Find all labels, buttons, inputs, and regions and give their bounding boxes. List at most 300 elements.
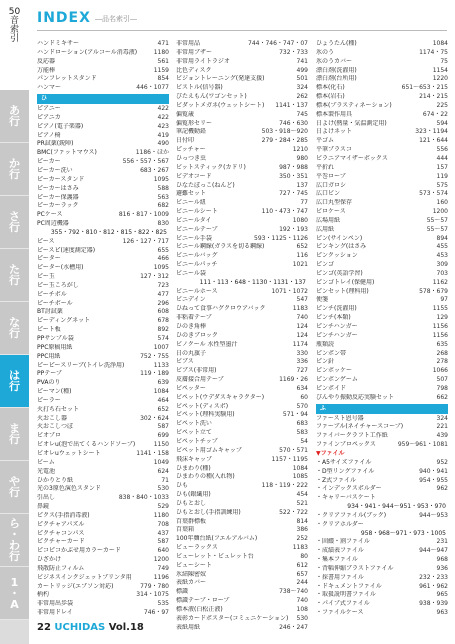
entry-pages — [167, 229, 169, 238]
section-header: ひ — [37, 94, 169, 104]
side-header-line: 音 — [9, 16, 19, 26]
index-entry — [176, 571, 308, 580]
index-entry — [316, 252, 448, 261]
index-entry — [316, 305, 448, 314]
entry-pages: 530 — [157, 485, 169, 493]
entry-pages: 944〜947 — [419, 547, 448, 555]
entry-name: PR試薬(鋭陣) — [37, 140, 74, 148]
entry-pages: 965 — [436, 591, 448, 599]
entry-name: PVAのり — [37, 379, 61, 387]
index-entry — [316, 385, 448, 394]
index-entry — [176, 367, 308, 376]
index-entry — [37, 229, 169, 238]
index-entry — [176, 208, 308, 217]
entry-name: ピアニー — [37, 105, 61, 113]
entry-pages: 137 — [296, 181, 308, 189]
entry-pages: 439 — [436, 432, 448, 440]
entry-pages: 639 — [157, 379, 169, 387]
entry-pages: 1183 — [292, 305, 308, 313]
entry-pages: 652 — [296, 243, 308, 251]
entry-name: 標本液(白松正液) — [176, 606, 223, 613]
entry-name: ひょうたん(種) — [316, 40, 357, 47]
entry-pages: 455 — [436, 243, 448, 251]
index-entry — [176, 288, 308, 297]
index-entry — [37, 450, 169, 459]
entry-pages: 574 — [157, 335, 169, 342]
index-entry — [37, 521, 169, 530]
entry-name: ビーム — [37, 458, 55, 466]
index-entry — [316, 146, 448, 155]
entry-pages: 556・557・567 — [122, 158, 169, 166]
index-entry — [316, 199, 448, 208]
index-entry — [176, 261, 308, 270]
entry-pages: 962 — [436, 485, 448, 493]
entry-pages: 279・284・285 — [261, 137, 308, 145]
index-entry — [316, 547, 448, 556]
index-entry — [37, 140, 169, 149]
entry-pages: 936 — [436, 564, 448, 572]
entry-pages: 952 — [436, 458, 448, 466]
index-entry — [316, 128, 448, 137]
entry-pages: 980 — [296, 154, 308, 162]
index-entry — [316, 415, 448, 424]
entry-name: ビブス — [176, 358, 194, 366]
entry-pages: 640 — [157, 547, 169, 555]
index-entry — [316, 323, 448, 332]
entry-name: 日の丸旗子 — [176, 349, 207, 357]
index-entry — [316, 432, 448, 441]
entry-pages: 80 — [300, 552, 308, 560]
entry-name: 万能棒 — [37, 66, 56, 74]
entry-name: PPC原稿用紙 — [37, 343, 73, 351]
entry-pages: 419 — [157, 131, 169, 139]
entry-pages: 968 — [436, 556, 448, 564]
index-entry — [316, 600, 448, 609]
index-entry — [37, 379, 169, 388]
index-entry — [316, 538, 448, 547]
entry-pages — [446, 530, 448, 539]
entry-name: ピコピコかぶせ用カラーカード — [37, 547, 121, 555]
entry-name: 日よけネット — [316, 128, 353, 136]
index-entry — [37, 503, 169, 512]
entry-pages: 838・840・1033 — [118, 494, 169, 502]
index-entry — [37, 300, 169, 309]
entry-name: ピースピ(速度測定器) — [37, 246, 96, 254]
entry-name: ビロケース — [316, 208, 346, 216]
entry-pages: 323・1194 — [415, 128, 448, 136]
side-tab[interactable]: さ 行 — [0, 196, 29, 249]
index-entry — [37, 255, 169, 264]
side-header-line: 引 — [9, 34, 19, 44]
entry-name: 広口丸型保存 — [316, 199, 353, 207]
entry-pages: 894 — [436, 234, 448, 242]
entry-name: 飛沫キャップ — [176, 455, 213, 463]
entry-name: ビニール紐 — [176, 199, 206, 207]
entry-pages: 854 — [157, 75, 169, 83]
entry-name: ビペット洗い — [176, 420, 212, 428]
entry-pages: 1159 — [153, 66, 169, 74]
entry-name: ビニールバッグ — [176, 252, 218, 260]
index-entry — [176, 173, 308, 182]
entry-name: ビデオコード — [176, 172, 212, 180]
entry-pages: 1180 — [153, 511, 169, 519]
entry-pages: 499 — [296, 66, 308, 74]
index-entry — [316, 609, 448, 618]
entry-pages: 732・733 — [279, 48, 308, 56]
entry-pages: 588 — [157, 184, 169, 192]
entry-pages: 1150 — [153, 441, 169, 449]
entry-name: PPサンプル袋 — [37, 335, 74, 342]
entry-pages: 1156 — [432, 331, 448, 339]
entry-name: ビューラックス — [176, 544, 218, 552]
index-entry — [176, 279, 308, 288]
entry-name: ビニール手袋 — [176, 234, 212, 242]
entry-name: ひも(銀繊用) — [176, 491, 211, 499]
entry-name: ピンクッション — [316, 252, 358, 260]
index-entry — [176, 199, 308, 208]
entry-pages: 746・97 — [143, 609, 169, 617]
index-entry — [37, 441, 169, 450]
entry-pages: 464 — [157, 396, 169, 404]
index-entry — [37, 459, 169, 468]
index-entry — [316, 49, 448, 58]
entry-name: ビニデイン — [176, 296, 206, 304]
entry-name: ピンキング(はさみ — [316, 243, 367, 251]
entry-pages: 1155 — [432, 305, 448, 313]
entry-name: ビブス(非常用) — [176, 367, 217, 375]
entry-name: ・ドキュメントファイル — [316, 582, 382, 590]
entry-name: ビューレット・ビュレット台 — [176, 552, 254, 560]
index-entry — [176, 40, 308, 49]
entry-name: ハンドミキサー — [37, 40, 80, 47]
index-entry — [176, 588, 308, 597]
index-entry — [176, 535, 308, 544]
index-entry — [316, 503, 448, 512]
side-tab[interactable]: な 行 — [0, 302, 29, 355]
index-entry — [37, 477, 169, 486]
index-entry — [176, 296, 308, 305]
entry-pages: 1071・1072 — [271, 287, 308, 295]
entry-name: ・クリアファイル(ブック) — [316, 511, 387, 519]
entry-pages: 1049 — [153, 458, 169, 466]
entry-name: 非常用ドレイ — [37, 609, 73, 617]
entry-pages: 727・745 — [279, 190, 308, 198]
entry-name: 瓶類読 — [316, 340, 335, 348]
index-entry — [176, 243, 308, 252]
entry-pages: 1141・158 — [136, 449, 169, 457]
index-entry — [316, 376, 448, 385]
entry-name: 百葉箱 — [176, 526, 195, 534]
entry-pages: 1186・ほか — [135, 149, 169, 157]
index-entry — [316, 288, 448, 297]
index-entry — [37, 547, 169, 556]
entry-pages: 535 — [157, 600, 169, 608]
index-entry — [316, 512, 448, 521]
entry-pages: 594 — [436, 119, 448, 127]
index-entry — [37, 335, 169, 344]
entry-name: ビペット用ゴムキャップ — [176, 446, 242, 454]
entry-name: 氷のうカバー — [316, 57, 353, 65]
entry-name: 引出し — [37, 494, 56, 502]
entry-pages: 225 — [436, 101, 448, 109]
side-tab[interactable]: あ 行 — [0, 90, 29, 143]
entry-name: PPC用紙 — [37, 352, 61, 360]
entry-name: 比色ディスク — [176, 66, 212, 74]
entry-pages: 422 — [157, 113, 169, 121]
entry-pages: 1180 — [153, 48, 169, 56]
entry-pages: 1174 — [292, 340, 308, 348]
entry-pages: 1080 — [292, 216, 308, 224]
entry-name: ピンチハンガー — [316, 323, 358, 330]
entry-pages: 1095 — [153, 175, 169, 183]
index-entry — [176, 252, 308, 261]
index-entry — [176, 102, 308, 111]
entry-pages: 635 — [436, 340, 448, 348]
entry-name: ピンポン帯 — [316, 349, 347, 357]
entry-name: BT討試薬 — [37, 308, 63, 316]
index-entry — [316, 574, 448, 583]
entry-name: ピー玉ころがし — [37, 281, 79, 289]
entry-name: 光電池 — [37, 467, 56, 475]
entry-pages: 779・780 — [140, 582, 169, 590]
entry-pages: 683 — [296, 420, 308, 428]
entry-name: 標本(化石) — [316, 84, 345, 92]
index-column-2 — [176, 40, 308, 633]
index-entry — [37, 353, 169, 362]
entry-pages: 477 — [157, 290, 169, 298]
entry-name: ピーピースリーブ(トイレ洗浄用) — [37, 361, 125, 369]
entry-pages: 55〜57 — [426, 225, 448, 233]
side-tab[interactable]: ま 行 — [0, 408, 29, 461]
entry-name: ・D型リングファイル — [316, 467, 375, 475]
entry-pages: 314・1075 — [136, 591, 169, 599]
index-entry — [37, 494, 169, 503]
entry-pages: 708 — [157, 520, 169, 528]
entry-name: ピーディングネット — [37, 317, 91, 325]
entry-name: ビットスティック(カドリ) — [176, 163, 246, 171]
entry-name: 非常用品 — [176, 40, 201, 47]
entry-pages: 503・918〜920 — [261, 128, 308, 136]
side-tab[interactable]: 1 ・ A — [0, 567, 29, 620]
entry-name: 標識 — [176, 588, 189, 596]
entry-name: 氷結陳密奴 — [176, 570, 207, 578]
index-entry — [316, 367, 448, 376]
index-entry — [176, 75, 308, 84]
entry-name: 飛散防止フィルム — [37, 564, 85, 572]
entry-name: 鼻鏡 — [37, 503, 50, 511]
entry-pages: 244 — [296, 579, 308, 587]
entry-name: ビニールテープ — [176, 225, 218, 233]
entry-name: びんやり振動反応実験セット — [316, 393, 395, 401]
entry-name: 筆記機動鉛 — [176, 128, 207, 136]
index-entry — [176, 314, 308, 323]
index-entry — [316, 235, 448, 244]
entry-name: びたえもん(ワゴンセット) — [176, 93, 247, 101]
index-entry — [176, 226, 308, 235]
index-entry — [316, 332, 448, 341]
entry-name: 避難セット — [176, 190, 207, 198]
entry-pages: 583 — [296, 429, 308, 437]
entry-pages — [446, 521, 448, 530]
side-tab[interactable]: は 行 — [0, 355, 29, 408]
entry-name: 柄杓 — [37, 591, 50, 599]
section-header: ふ — [316, 404, 448, 414]
entry-name: ・Z式ファイル — [316, 476, 356, 484]
entry-pages: 1084 — [153, 388, 169, 396]
entry-pages: 124 — [296, 323, 308, 330]
entry-name: PPテープ — [37, 370, 62, 378]
index-entry — [176, 456, 308, 465]
entry-name: ・取扱説明書ファイル — [316, 591, 376, 599]
entry-pages: 232・233 — [419, 573, 448, 581]
entry-pages: 814 — [296, 517, 308, 525]
side-header-line: 索 — [9, 25, 19, 35]
index-entry — [37, 423, 169, 432]
entry-name: ビジネスインクジェットプリンタ用 — [37, 573, 132, 581]
entry-pages: 246・247 — [279, 623, 308, 631]
entry-name: ピート板 — [37, 326, 61, 334]
entry-pages: 127・312 — [140, 273, 169, 281]
index-entry — [37, 370, 169, 379]
index-entry — [176, 305, 308, 314]
entry-name: ひかりとり紙 — [37, 476, 74, 484]
index-entry — [37, 167, 169, 176]
page-subtitle: ―品名索引― — [95, 15, 137, 23]
index-entry — [37, 415, 169, 424]
entry-pages: 571・94 — [282, 411, 308, 419]
entry-name: ・キャリーバスケート — [316, 494, 376, 502]
entry-name: ・背幅伸縮ブラストファイル — [316, 564, 394, 572]
entry-name: ファースト恩号器 — [316, 414, 364, 422]
index-entry — [176, 562, 308, 571]
index-entry — [37, 362, 169, 371]
entry-name: ひのき角棒 — [176, 323, 207, 330]
entry-name: 偏覧形セリー — [176, 119, 213, 127]
index-entry — [316, 583, 448, 592]
index-entry — [176, 482, 308, 491]
index-entry — [176, 332, 308, 341]
entry-name: ビニール袋 — [176, 269, 206, 277]
entry-pages: 160 — [436, 199, 448, 207]
entry-name: ビューシート — [176, 561, 212, 569]
entry-pages: 1021 — [292, 261, 308, 269]
entry-pages: 662 — [436, 393, 448, 401]
index-entry — [37, 264, 169, 273]
index-entry — [37, 194, 169, 203]
side-tab[interactable]: ら ・ わ 行 — [0, 514, 29, 567]
entry-pages: 60 — [300, 393, 308, 401]
index-entry — [316, 120, 448, 129]
entry-name: ピーカーはさみ — [37, 184, 79, 192]
entry-pages: 296 — [157, 299, 169, 307]
entry-name: ひねって食事ハグクロウアバック — [176, 305, 266, 313]
entry-name: ビニールシート — [176, 208, 218, 216]
entry-name: ・パイプ式ファイル — [316, 600, 370, 608]
entry-name: ピクチャコンパス — [37, 529, 85, 537]
entry-pages: 386 — [296, 526, 308, 534]
category-header: ▼ファイル — [316, 449, 345, 457]
entry-pages: 77 — [300, 199, 308, 207]
index-entry — [37, 282, 169, 291]
index-entry — [316, 468, 448, 477]
index-entry — [37, 238, 169, 247]
entry-name: ピンボッケー — [316, 367, 353, 375]
entry-pages: 507 — [436, 376, 448, 384]
entry-pages: 741 — [296, 57, 308, 65]
index-entry — [37, 609, 169, 618]
entry-name: ひもとおし — [176, 499, 207, 507]
entry-pages: 302・624 — [140, 414, 169, 422]
entry-pages: 262 — [296, 93, 308, 101]
entry-pages: 587 — [157, 538, 169, 546]
index-entry — [176, 84, 308, 93]
index-entry — [316, 279, 448, 288]
entry-name: ピンゴトレイ(保健用) — [316, 278, 375, 286]
entry-pages: 678 — [157, 317, 169, 325]
entry-name: 111・113・648・1130・1131・137 — [199, 278, 306, 286]
entry-name: ひも — [176, 482, 189, 490]
index-entry — [37, 485, 169, 494]
index-entry — [176, 491, 308, 500]
brand-name: UCHIDAS — [54, 622, 106, 633]
index-entry — [176, 606, 308, 615]
entry-pages: 608 — [157, 308, 169, 316]
entry-name: ピーカーラック — [37, 202, 79, 210]
index-entry — [37, 406, 169, 415]
index-entry — [316, 93, 448, 102]
entry-pages: 738〜740 — [279, 588, 308, 596]
entry-name: ピアノ(電子楽器) — [37, 122, 84, 130]
entry-pages: 126・127・717 — [122, 237, 169, 245]
index-entry — [37, 158, 169, 167]
index-entry — [316, 521, 448, 530]
side-tab[interactable]: た 行 — [0, 249, 29, 302]
entry-name: ビラニアマイザーボックス — [316, 154, 388, 162]
entry-name: カートリッジ(エプソン対応) — [37, 582, 114, 590]
entry-pages: 727 — [296, 367, 308, 375]
index-entry — [176, 403, 308, 412]
entry-pages: 954・955 — [419, 476, 448, 484]
side-tab[interactable]: や 行 — [0, 461, 29, 514]
entry-pages: 1066 — [432, 367, 448, 375]
entry-pages: 752・755 — [140, 352, 169, 360]
entry-name: ピクチャアパズル — [37, 520, 85, 528]
index-entry — [176, 597, 308, 606]
index-entry — [176, 526, 308, 535]
index-entry — [316, 226, 448, 235]
entry-name: ひまわり(種) — [176, 464, 211, 472]
side-header — [0, 0, 29, 90]
index-entry — [37, 75, 169, 84]
index-entry — [316, 591, 448, 600]
entry-pages: 330 — [296, 349, 308, 357]
entry-name: 100年麺台紙(フエルアルバム) — [176, 535, 258, 543]
entry-name: 934・941・944〜951・953・970 — [347, 503, 446, 511]
entry-name: ひっつき虫 — [176, 154, 207, 162]
index-entry — [316, 40, 448, 49]
page-number: 22 — [37, 622, 51, 633]
index-entry — [176, 509, 308, 518]
entry-pages: 350・351 — [279, 172, 308, 180]
entry-pages — [306, 279, 308, 288]
entry-pages: 119 — [436, 172, 448, 180]
side-tab[interactable]: か 行 — [0, 143, 29, 196]
entry-pages: 324 — [436, 414, 448, 422]
entry-name: ビペット(ディスポ) — [176, 402, 229, 410]
index-entry — [37, 468, 169, 477]
entry-pages: 570・571 — [279, 446, 308, 454]
page-footer — [37, 622, 144, 633]
